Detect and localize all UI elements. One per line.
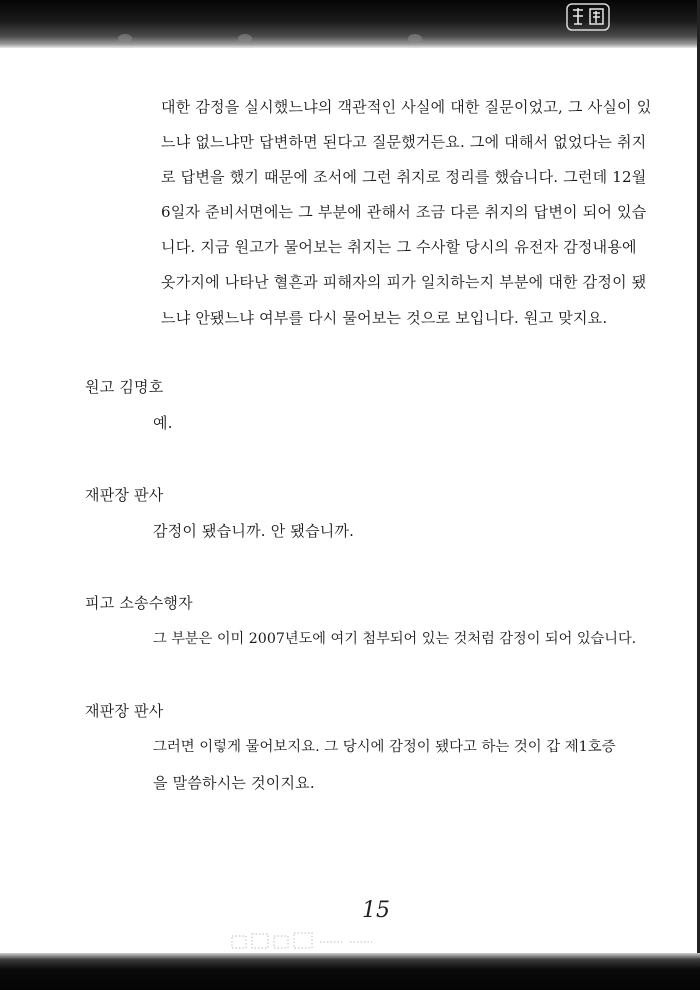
speaker-label: 재판장 판사 [85,702,164,720]
paragraph-line: 느냐 없느냐만 답변하면 된다고 질문했거든요. 그에 대해서 없었다는 취지 [161,133,647,151]
paragraph-line: 느냐 안됐느냐 여부를 다시 물어보는 것으로 보입니다. 원고 맞지요. [161,309,608,327]
speaker-label: 재판장 판사 [85,486,164,504]
court-seal-stamp [566,2,610,32]
speech-line: 예. [153,414,173,432]
binder-hole-mark [238,34,252,43]
page-number: 15 [362,898,390,923]
binder-hole-mark [408,34,422,43]
speech-line: 그러면 이렇게 물어보지요. 그 당시에 감정이 됐다고 하는 것이 갑 제1호증 [153,739,616,755]
scan-bottom-border [0,953,700,990]
speech-line: 감정이 됐습니까. 안 됐습니까. [153,522,355,540]
paragraph-line: 옷가지에 나타난 혈흔과 피해자의 피가 일치하는지 부분에 대한 감정이 됐 [161,273,647,291]
speaker-label: 피고 소송수행자 [85,594,193,612]
speech-line: 을 말씀하시는 것이지요. [153,774,315,792]
speaker-label: 원고 김명호 [85,378,164,396]
faint-stamp-mark [230,930,375,952]
paragraph-line: 대한 감정을 실시했느냐의 객관적인 사실에 대한 질문이었고, 그 사실이 있 [161,98,652,116]
paragraph-line: 니다. 지금 원고가 물어보는 취지는 그 수사할 당시의 유전자 감정내용에 [161,238,637,256]
paragraph-line: 6일자 준비서면에는 그 부분에 관해서 조금 다른 취지의 답변이 되어 있습 [161,203,647,221]
binder-hole-mark [118,34,132,43]
scan-top-border [0,0,700,48]
speech-line: 그 부분은 이미 2007년도에 여기 첨부되어 있는 것처럼 감정이 되어 있습니다. [153,631,637,647]
paragraph-line: 로 답변을 했기 때문에 조서에 그런 취지로 정리를 했습니다. 그런데 12월 [161,168,647,186]
